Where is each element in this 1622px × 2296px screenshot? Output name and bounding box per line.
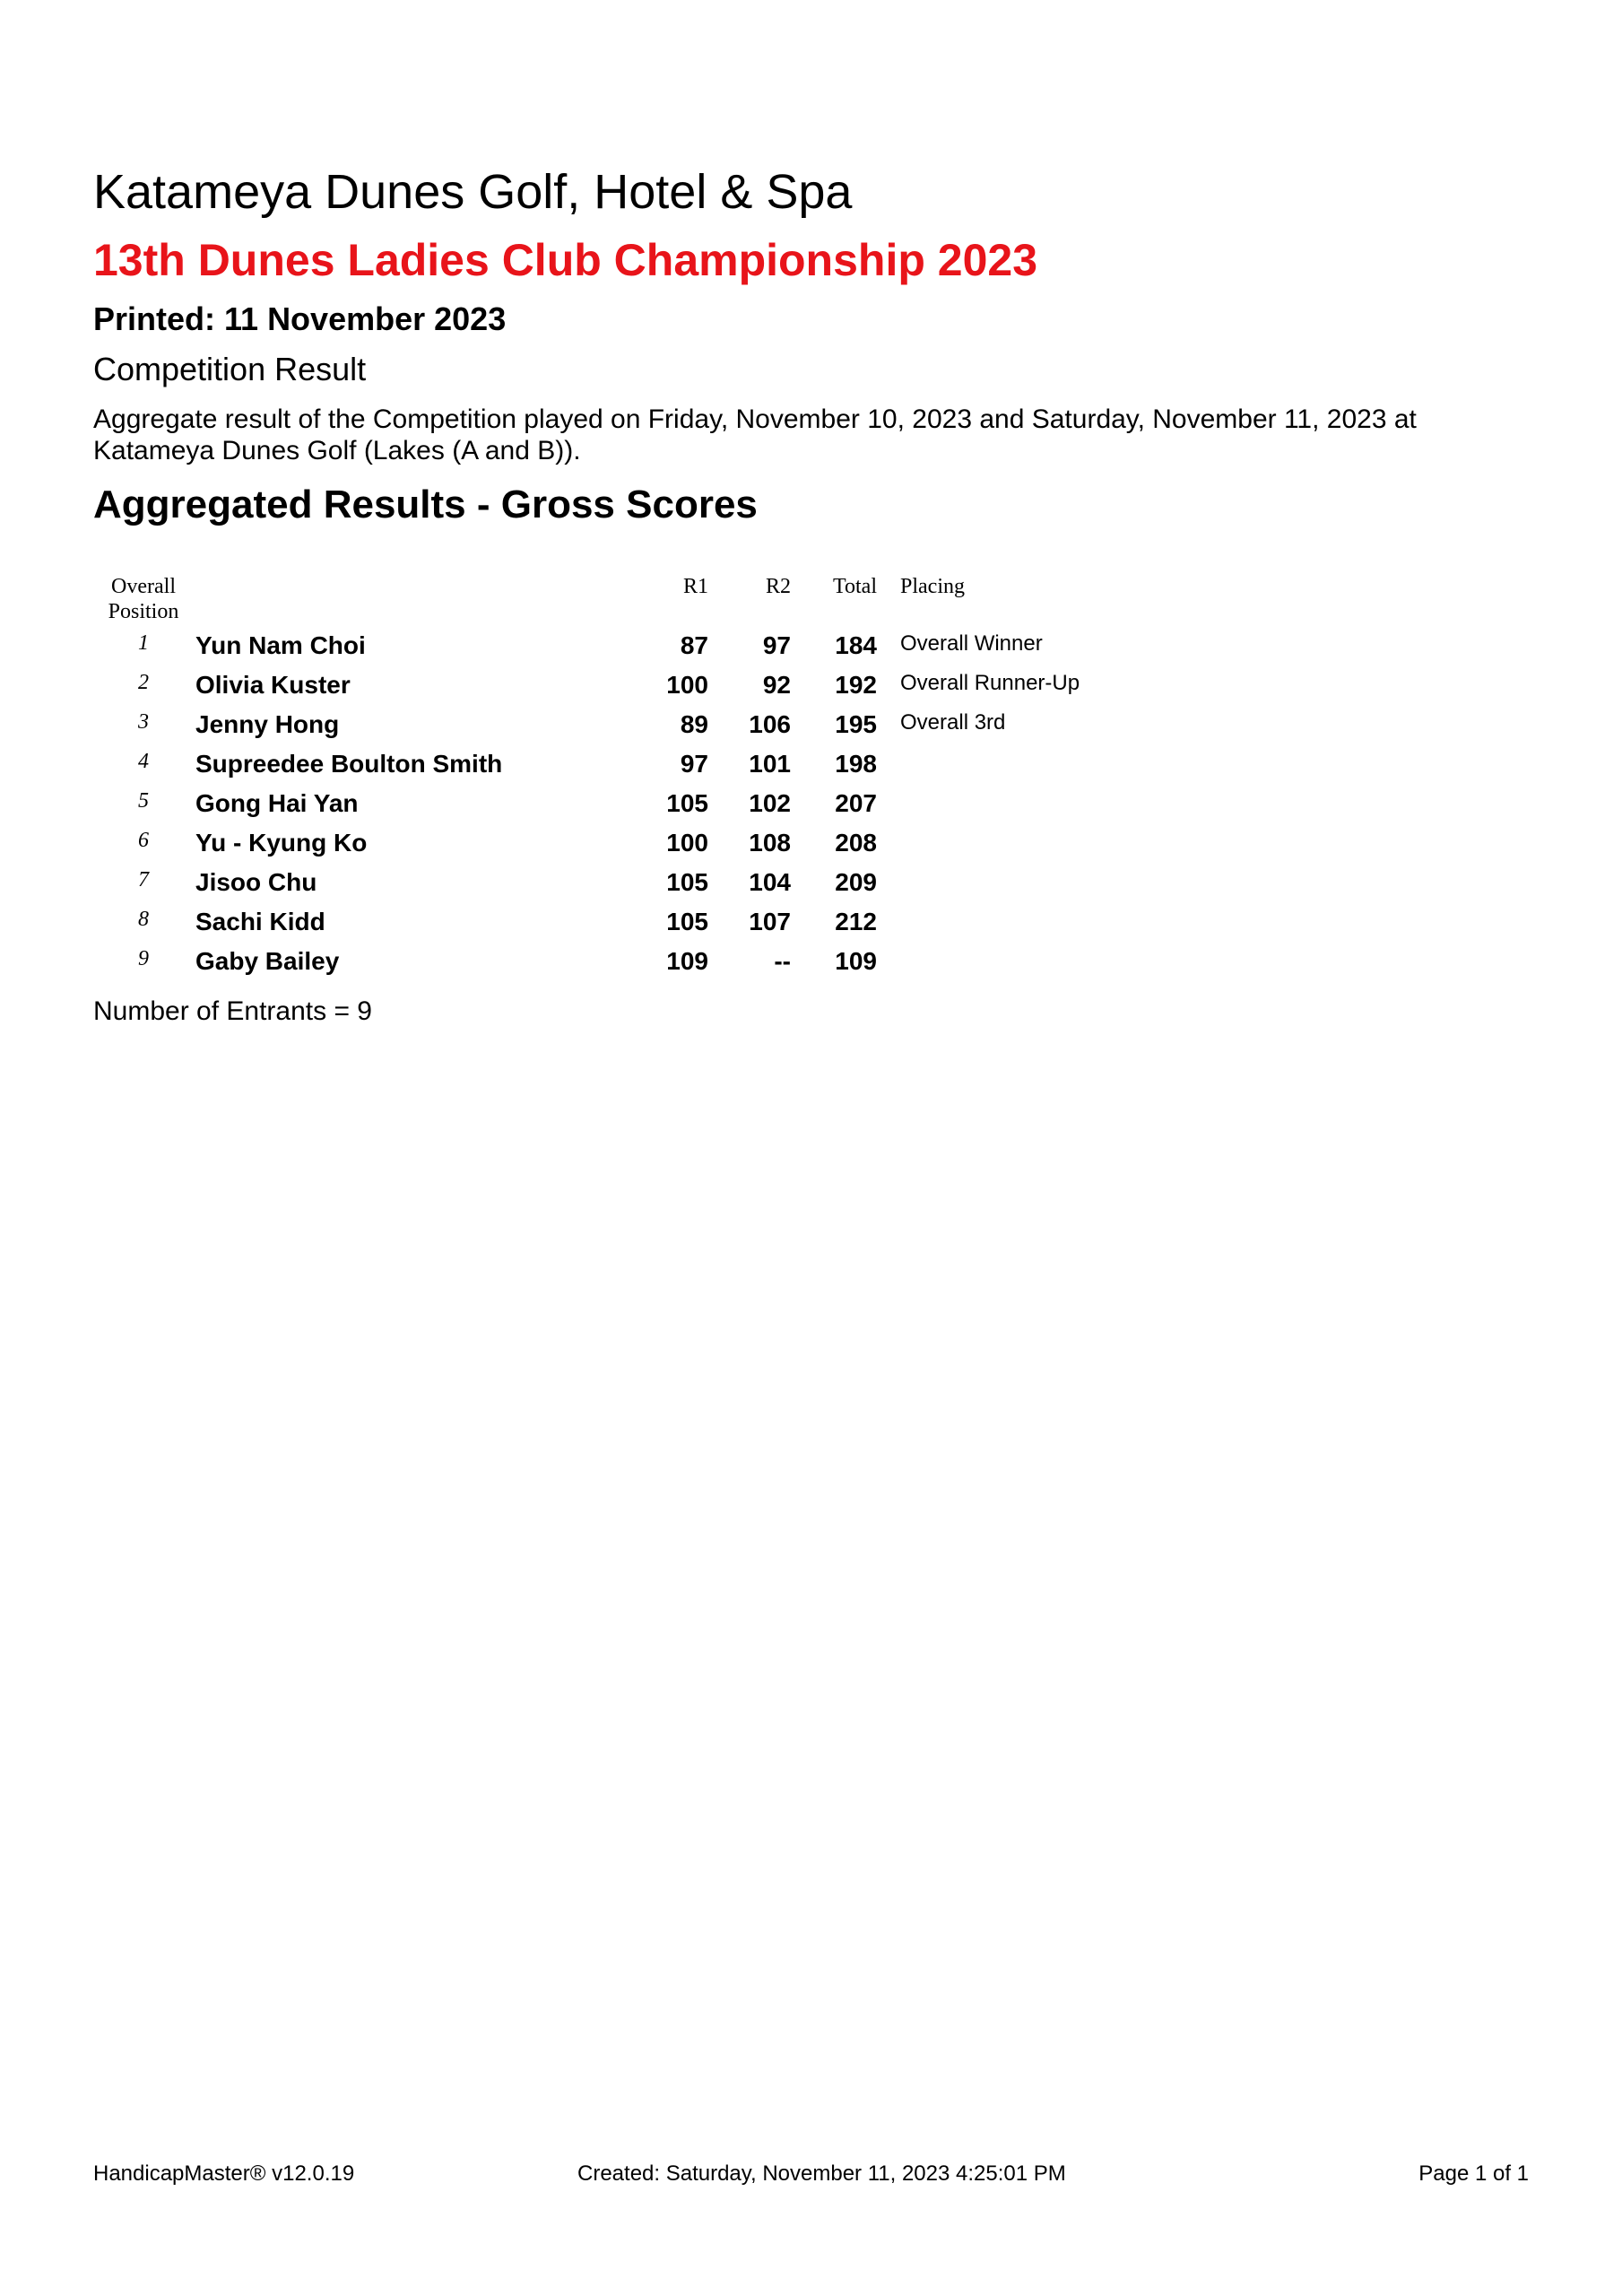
table-row (93, 748, 1124, 787)
position-cell: 4 (138, 750, 149, 773)
placing-cell: Overall 3rd (900, 710, 1006, 735)
table-row (93, 866, 1124, 906)
table-row (93, 827, 1124, 866)
round2-score: 102 (749, 789, 791, 817)
printed-date: Printed: 11 November 2023 (93, 300, 507, 337)
player-name: Sachi Kidd (195, 908, 325, 935)
round2-score: 97 (762, 631, 791, 659)
results-heading: Aggregated Results - Gross Scores (93, 483, 758, 526)
player-name: Gaby Bailey (195, 947, 340, 975)
placing-cell: Overall Winner (900, 631, 1043, 656)
player-name: Olivia Kuster (195, 671, 351, 699)
competition-title: 13th Dunes Ladies Club Championship 2023 (93, 235, 1038, 285)
column-header-r2: R2 (765, 575, 791, 598)
competition-result-subtitle: Competition Result (93, 351, 367, 387)
venue-title: Katameya Dunes Golf, Hotel & Spa (93, 165, 853, 219)
round2-score: -- (774, 947, 791, 975)
position-cell: 2 (138, 671, 149, 694)
table-row (93, 787, 1124, 827)
position-cell: 8 (138, 908, 149, 931)
round1-score: 105 (666, 908, 708, 935)
position-cell: 9 (138, 947, 149, 970)
player-name: Jenny Hong (195, 710, 340, 738)
total-score: 109 (835, 947, 877, 975)
column-header-position: Overall Position (108, 575, 179, 623)
round1-score: 89 (680, 710, 708, 738)
player-name: Jisoo Chu (195, 868, 317, 896)
column-header-total: Total (833, 575, 877, 598)
total-score: 198 (835, 750, 877, 778)
placing-cell: Overall Runner-Up (900, 671, 1080, 695)
player-name: Yun Nam Choi (195, 631, 366, 659)
round2-score: 108 (749, 829, 791, 857)
position-cell: 5 (138, 789, 149, 813)
total-score: 209 (835, 868, 877, 896)
round2-score: 92 (762, 671, 791, 699)
table-row (93, 709, 1124, 748)
total-score: 212 (835, 908, 877, 935)
competition-description: Aggregate result of the Competition played on Friday, November 10, 2023 and Saturday, November 11, 2023 at Katameya Dunes Golf (Lakes (A and B)). (93, 404, 1417, 465)
position-cell: 7 (138, 868, 149, 891)
footer-page-number: Page 1 of 1 (1418, 2161, 1529, 2186)
table-row (93, 669, 1124, 709)
round1-score: 105 (666, 789, 708, 817)
total-score: 192 (835, 671, 877, 699)
round1-score: 105 (666, 868, 708, 896)
position-cell: 3 (138, 710, 149, 734)
table-row (93, 945, 1124, 985)
round1-score: 109 (666, 947, 708, 975)
total-score: 208 (835, 829, 877, 857)
position-cell: 6 (138, 829, 149, 852)
footer-created-timestamp: Created: Saturday, November 11, 2023 4:25:01 PM (577, 2161, 1066, 2186)
round2-score: 106 (749, 710, 791, 738)
round2-score: 101 (749, 750, 791, 778)
round1-score: 100 (666, 671, 708, 699)
player-name: Yu - Kyung Ko (195, 829, 368, 857)
player-name: Supreedee Boulton Smith (195, 750, 503, 778)
player-name: Gong Hai Yan (195, 789, 359, 817)
entrants-count: Number of Entrants = 9 (93, 996, 372, 1026)
footer-software-version: HandicapMaster® v12.0.19 (93, 2161, 355, 2186)
table-row (93, 906, 1124, 945)
round1-score: 100 (666, 829, 708, 857)
column-header-r1: R1 (682, 575, 708, 598)
position-cell: 1 (138, 631, 149, 655)
table-row (93, 630, 1124, 669)
total-score: 184 (835, 631, 877, 659)
round1-score: 87 (680, 631, 708, 659)
total-score: 207 (835, 789, 877, 817)
round2-score: 104 (749, 868, 791, 896)
round2-score: 107 (749, 908, 791, 935)
total-score: 195 (835, 710, 877, 738)
round1-score: 97 (680, 750, 708, 778)
column-header-placing: Placing (900, 575, 965, 598)
results-table (93, 574, 1124, 987)
